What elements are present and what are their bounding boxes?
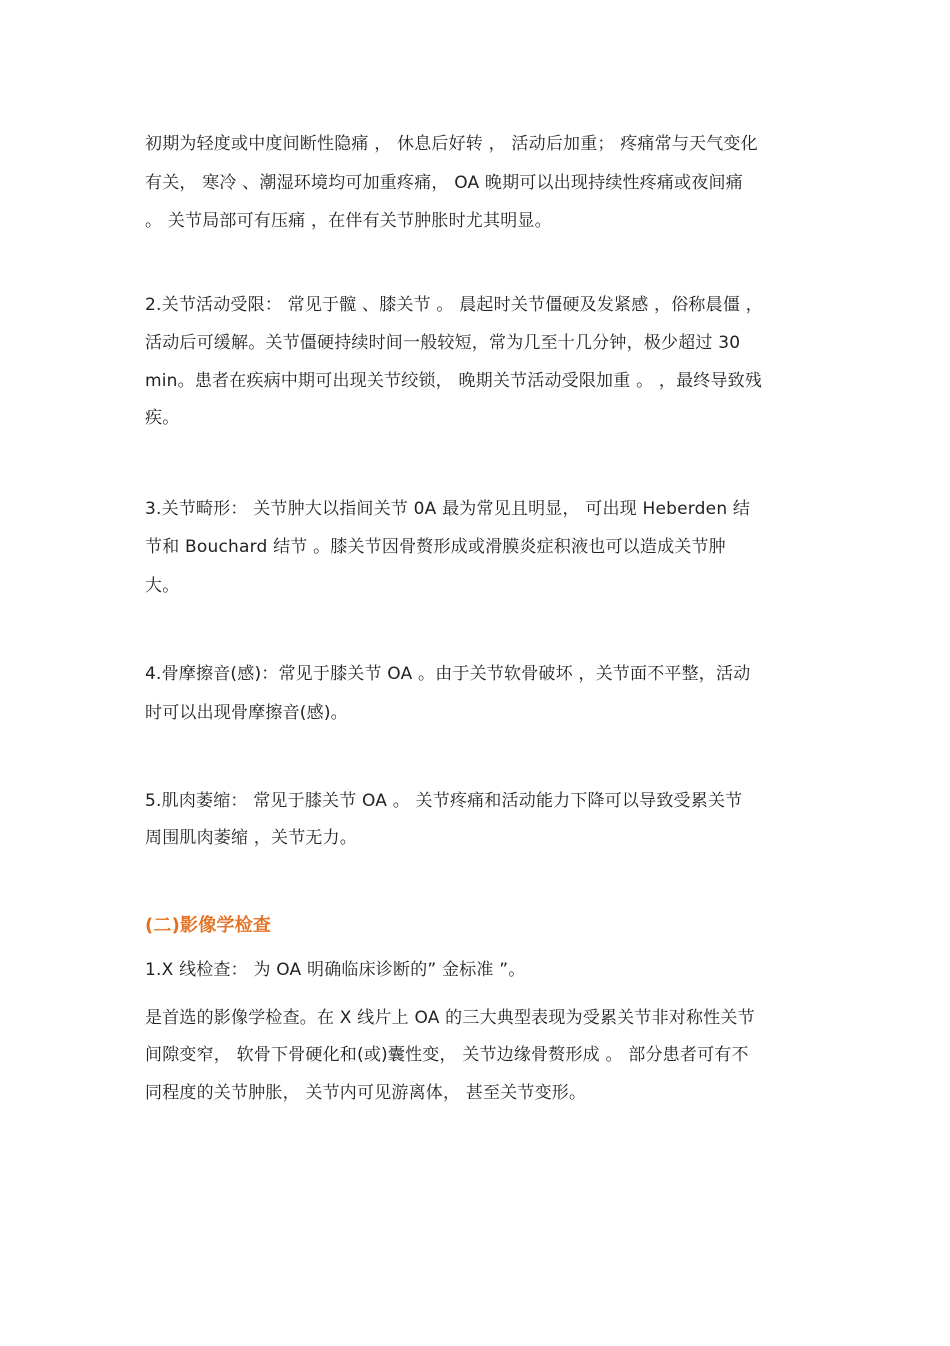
paragraph-1-line-2: 有关， 寒冷 、潮湿环境均可加重疼痛， OA 晚期可以出现持续性疼痛或夜间痛 <box>145 173 743 193</box>
paragraph-4-line-1: 4.骨摩擦音(感)：常见于膝关节 OA 。由于关节软骨破坏 ，关节面不平整，活动 <box>145 664 751 684</box>
paragraph-2-line-3: min。患者在疾病中期可出现关节绞锁， 晚期关节活动受限加重 。 ，最终导致残 <box>145 371 763 391</box>
paragraph-3-line-1: 3.关节畸形： 关节肿大以指间关节 0A 最为常见且明显， 可出现 Heberden 结 <box>145 499 751 519</box>
section-body-line-3: 同程度的关节肿胀， 关节内可见游离体， 甚至关节变形。 <box>145 1083 587 1103</box>
paragraph-4-line-2: 时可以出现骨摩擦音(感)。 <box>145 703 348 723</box>
section-body-line-1: 是首选的影像学检查。在 X 线片上 OA 的三大典型表现为受累关节非对称性关节 <box>145 1008 755 1028</box>
paragraph-3-line-2: 节和 Bouchard 结节 。膝关节因骨赘形成或滑膜炎症积液也可以造成关节肿 <box>145 537 726 557</box>
section-item-1: 1.X 线检查： 为 OA 明确临床诊断的” 金标准 ”。 <box>145 960 526 980</box>
paragraph-1-line-1: 初期为轻度或中度间断性隐痛 ， 休息后好转 ， 活动后加重； 疼痛常与天气变化 <box>145 134 758 154</box>
paragraph-1-line-3: 。 关节局部可有压痛 ，在伴有关节肿胀时尤其明显。 <box>145 211 552 231</box>
paragraph-2-line-4: 疾。 <box>145 408 180 428</box>
section-heading: (二)影像学检查 <box>145 915 272 936</box>
section-body-line-2: 间隙变窄， 软骨下骨硬化和(或)囊性变， 关节边缘骨赘形成 。 部分患者可有不 <box>145 1045 749 1065</box>
paragraph-5-line-2: 周围肌肉萎缩 ，关节无力。 <box>145 828 358 848</box>
paragraph-3-line-3: 大。 <box>145 576 180 596</box>
paragraph-2-line-2: 活动后可缓解。关节僵硬持续时间一般较短，常为几至十几分钟，极少超过 30 <box>145 333 741 353</box>
paragraph-5-line-1: 5.肌肉萎缩： 常见于膝关节 OA 。 关节疼痛和活动能力下降可以导致受累关节 <box>145 791 743 811</box>
paragraph-2-line-1: 2.关节活动受限： 常见于髋 、膝关节 。 晨起时关节僵硬及发紧感 ，俗称晨僵 ， <box>145 295 763 315</box>
